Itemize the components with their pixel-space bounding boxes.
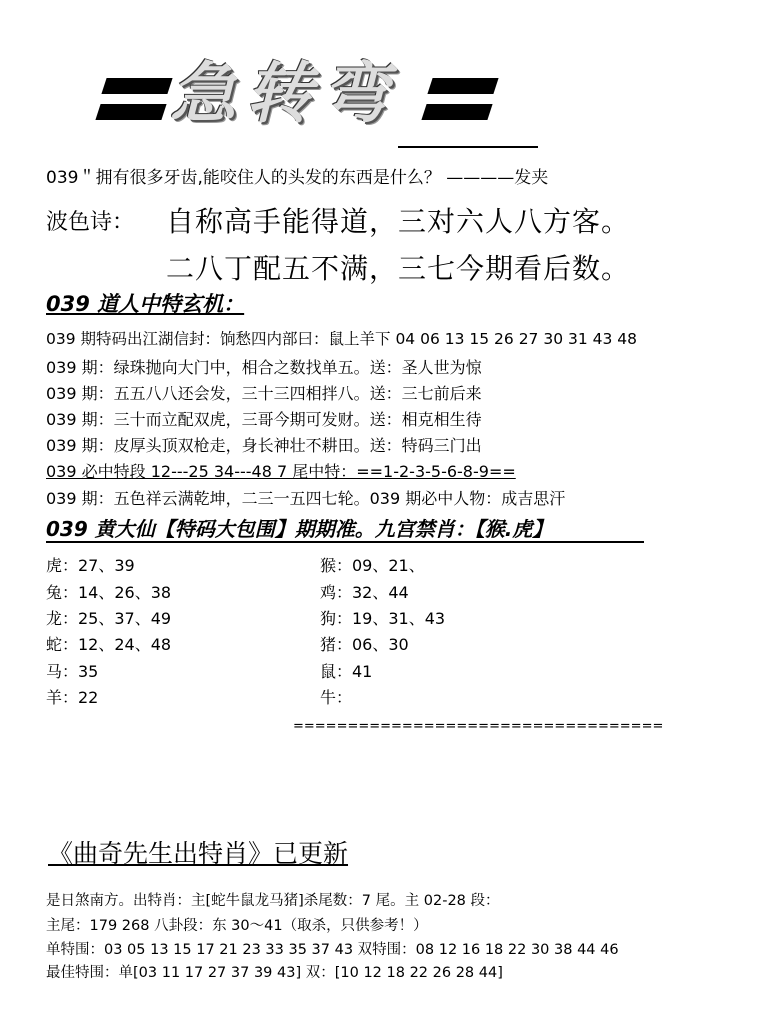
left-decor-bar-bottom (95, 104, 166, 120)
zodiac-left-row: 蛇：12、24、48 (46, 635, 172, 654)
zodiac-left-row: 羊：22 (46, 688, 99, 707)
huang-header: 039 黄大仙【特码大包围】期期准。九宫禁肖：【猴.虎】 (46, 517, 553, 541)
right-decor-bar-bottom (421, 104, 492, 120)
bizhong-line: 039 必中特段 12---25 34---48 7 尾中特：==1-2-3-5-6-8-9== (46, 462, 516, 481)
zodiac-right-row: 狗：19、31、43 (320, 609, 446, 628)
zodiac-left-row: 龙：25、37、49 (46, 609, 172, 628)
right-decor-bar-top (427, 78, 498, 94)
daoren-line: 039 期：皮厚头顶双枪走，身长神壮不耕田。送：特码三门出 (46, 436, 482, 455)
daoren-header: 039 道人中特玄机： (46, 292, 245, 316)
daoren-line: 039 期：三十而立配双虎，三哥今期可发财。送：相克相生待 (46, 410, 482, 429)
zodiac-right-row: 猪：06、30 (320, 635, 409, 654)
daoren-line: 039 期：五五八八还会发，三十三四相拌八。送：三七前后来 (46, 384, 482, 403)
wuse-line: 039 期：五色祥云满乾坤，二三一五四七轮。039 期必中人物：成吉思汗 (46, 489, 566, 508)
zodiac-left-row: 兔：14、26、38 (46, 583, 172, 602)
separator-line: ================================== (293, 719, 664, 734)
poem-line-2: 二八丁配五不满，三七今期看后数。 (166, 252, 631, 285)
riddle-line: 039＂拥有很多牙齿,能咬住人的头发的东西是什么？ ————发夹 (46, 168, 549, 188)
quqi-line: 最佳特围：单[03 11 17 27 37 39 43] 双：[10 12 18 22 26 28 44] (46, 965, 503, 981)
quqi-line: 主尾：179 268 八卦段：东 30～41（取杀，只供参考！） (46, 918, 428, 934)
zodiac-right-row: 鼠：41 (320, 662, 373, 681)
quqi-header: 《曲奇先生出特肖》已更新 (48, 839, 349, 868)
page-title: 急转弯 (170, 54, 398, 132)
zodiac-left-row: 马：35 (46, 662, 99, 681)
left-decor-bar-top (101, 78, 172, 94)
poem-label: 波色诗： (46, 210, 135, 235)
zodiac-left-row: 虎：27、39 (46, 556, 135, 575)
title-underline (398, 146, 538, 148)
zodiac-right-row: 猴：09、21、 (320, 556, 425, 575)
poem-line-1: 自称高手能得道，三对六人八方客。 (166, 205, 631, 238)
quqi-line: 单特围：03 05 13 15 17 21 23 33 35 37 43 双特围：08 12 16 18 22 30 38 44 46 (46, 942, 619, 958)
zodiac-right-row: 鸡：32、44 (320, 583, 409, 602)
daoren-line: 039 期：绿珠抛向大门中，相合之数找单五。送：圣人世为惊 (46, 358, 482, 377)
quqi-line: 是日煞南方。出特肖：主[蛇牛鼠龙马猪]杀尾数：7 尾。主 02-28 段： (46, 893, 500, 909)
daoren-line: 039 期特码出江湖信封：饷愁四内部曰：鼠上羊下 04 06 13 15 26 27 30 31 43 48 (46, 330, 638, 348)
huang-underline (46, 541, 644, 543)
zodiac-right-row: 牛： (320, 688, 353, 707)
